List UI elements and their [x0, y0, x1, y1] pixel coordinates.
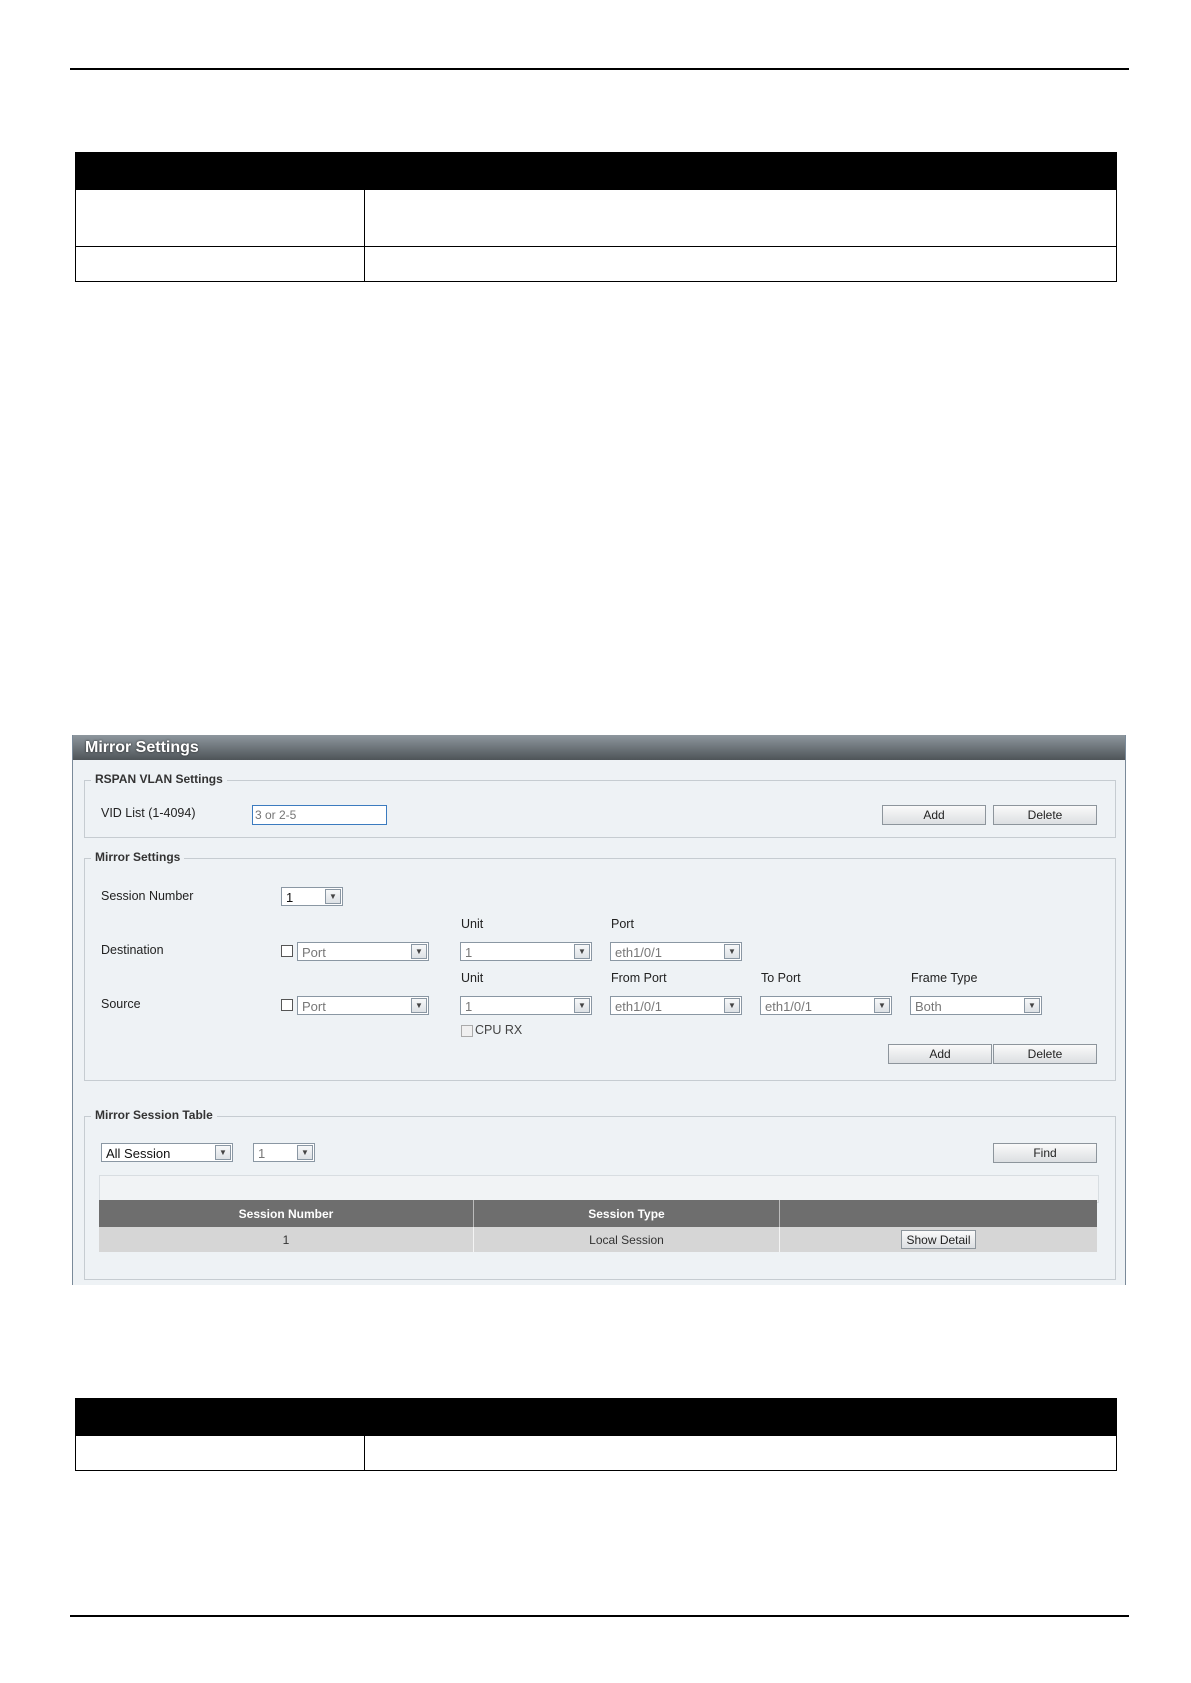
find-button[interactable]: Find — [993, 1143, 1097, 1163]
mirror-settings-panel — [72, 735, 1126, 1285]
session-number-filter-value: 1 — [258, 1146, 266, 1161]
mirror-session-table — [99, 1200, 1097, 1252]
source-checkbox[interactable] — [281, 999, 293, 1011]
mirror-fieldset — [84, 850, 1116, 1081]
col-session-type: Session Type — [474, 1200, 780, 1227]
chevron-down-icon: ▼ — [215, 1145, 231, 1160]
dest-port-header: Port — [611, 917, 634, 931]
destination-port-select[interactable] — [610, 942, 742, 961]
vid-list-input[interactable] — [252, 805, 387, 825]
vid-list-label: VID List (1-4094) — [101, 806, 196, 820]
source-from-port-value: eth1/0/1 — [615, 999, 662, 1014]
chevron-down-icon: ▼ — [411, 944, 427, 959]
col-session-number: Session Number — [99, 1200, 474, 1227]
session-number-label: Session Number — [101, 889, 194, 903]
source-from-port-select[interactable] — [610, 996, 742, 1015]
mirror-delete-button[interactable]: Delete — [993, 1044, 1097, 1064]
chevron-down-icon: ▼ — [411, 998, 427, 1013]
destination-unit-select[interactable] — [460, 942, 592, 961]
row-session-number: 1 — [99, 1227, 474, 1252]
table-row — [76, 1436, 1117, 1471]
cpu-rx-label: CPU RX — [475, 1023, 523, 1037]
session-filter-value: All Session — [106, 1146, 171, 1161]
rspan-legend: RSPAN VLAN Settings — [91, 772, 227, 786]
src-unit-header: Unit — [461, 971, 484, 985]
src-to-port-header: To Port — [761, 971, 801, 985]
source-unit-select[interactable] — [460, 996, 592, 1015]
destination-label: Destination — [101, 943, 164, 957]
destination-type-select[interactable] — [297, 942, 429, 961]
session-table-legend: Mirror Session Table — [91, 1108, 217, 1122]
footer-rule — [70, 1615, 1129, 1617]
chevron-down-icon: ▼ — [724, 944, 740, 959]
table-header-row — [76, 1399, 1117, 1436]
rspan-add-button[interactable]: Add — [882, 805, 986, 825]
mirror-add-button[interactable]: Add — [888, 1044, 992, 1064]
src-frame-type-header: Frame Type — [911, 971, 978, 985]
chevron-down-icon: ▼ — [1024, 998, 1040, 1013]
table-row — [99, 1227, 1097, 1252]
row-session-type: Local Session — [474, 1227, 780, 1252]
session-filter-select[interactable] — [101, 1143, 233, 1162]
destination-port-value: eth1/0/1 — [615, 945, 662, 960]
show-detail-button[interactable]: Show Detail — [901, 1230, 975, 1249]
parameter-table-top — [75, 152, 1117, 282]
source-frame-type-value: Both — [915, 999, 942, 1014]
source-label: Source — [101, 997, 141, 1011]
cpu-rx-checkbox[interactable] — [461, 1025, 473, 1037]
source-to-port-select[interactable] — [760, 996, 892, 1015]
destination-unit-value: 1 — [465, 945, 473, 960]
destination-type-value: Port — [302, 945, 326, 960]
col-action — [780, 1200, 1098, 1227]
chevron-down-icon: ▼ — [574, 998, 590, 1013]
session-number-value: 1 — [286, 890, 294, 905]
chevron-down-icon: ▼ — [297, 1145, 313, 1160]
session-number-select[interactable] — [281, 887, 343, 906]
src-from-port-header: From Port — [611, 971, 667, 985]
chevron-down-icon: ▼ — [874, 998, 890, 1013]
source-unit-value: 1 — [465, 999, 473, 1014]
source-type-select[interactable] — [297, 996, 429, 1015]
chevron-down-icon: ▼ — [325, 889, 341, 904]
row-action-cell — [780, 1227, 1098, 1252]
destination-checkbox[interactable] — [281, 945, 293, 957]
table-row — [76, 190, 1117, 247]
session-table-header-row — [99, 1200, 1097, 1227]
dest-unit-header: Unit — [461, 917, 484, 931]
source-to-port-value: eth1/0/1 — [765, 999, 812, 1014]
session-table-fieldset — [84, 1108, 1116, 1280]
session-table-spacer — [99, 1175, 1099, 1203]
mirror-legend: Mirror Settings — [91, 850, 184, 864]
rspan-vlan-fieldset — [84, 772, 1116, 838]
source-frame-type-select[interactable] — [910, 996, 1042, 1015]
chevron-down-icon: ▼ — [724, 998, 740, 1013]
header-rule — [70, 68, 1129, 70]
chevron-down-icon: ▼ — [574, 944, 590, 959]
source-type-value: Port — [302, 999, 326, 1014]
rspan-delete-button[interactable]: Delete — [993, 805, 1097, 825]
table-header-row — [76, 153, 1117, 190]
panel-title: Mirror Settings — [73, 735, 1125, 760]
table-row — [76, 247, 1117, 282]
session-number-filter-select[interactable] — [253, 1143, 315, 1162]
parameter-table-bottom — [75, 1398, 1117, 1471]
